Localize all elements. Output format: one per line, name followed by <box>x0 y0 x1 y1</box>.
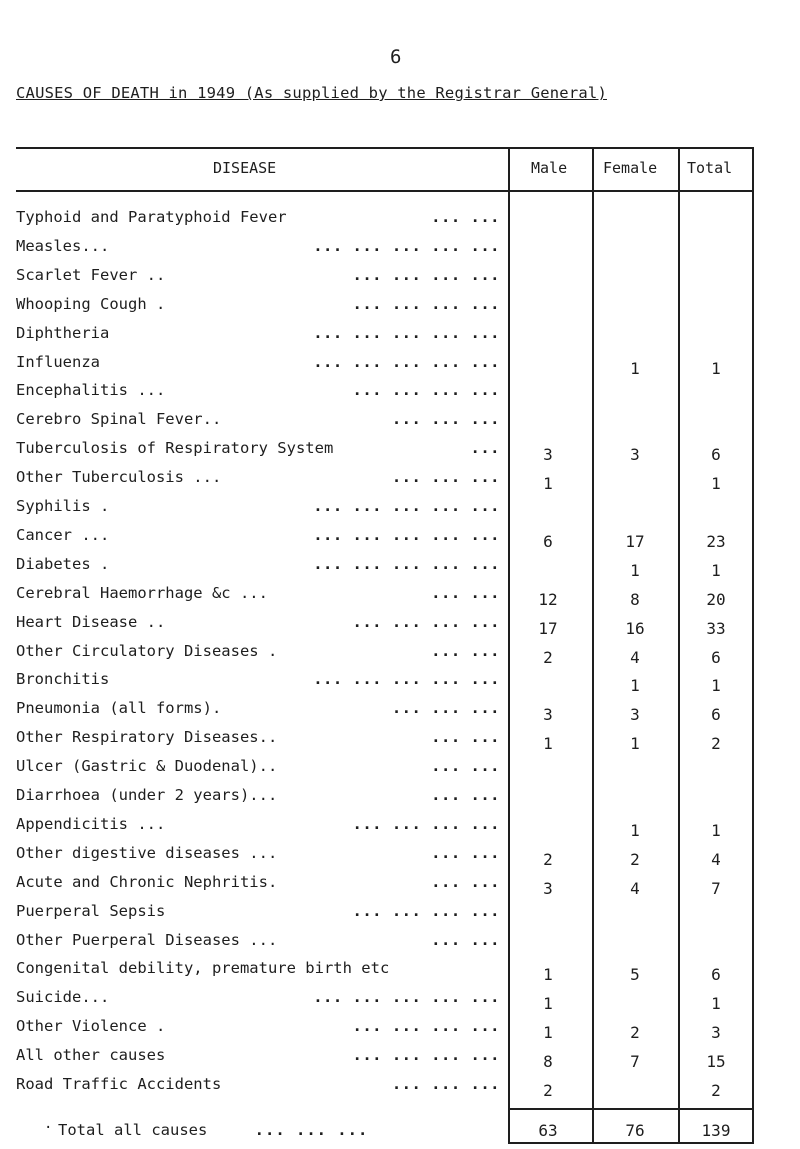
cell-female: 3 <box>630 705 640 725</box>
cell-total: 6 <box>711 705 721 725</box>
cell-female: 1 <box>630 734 640 754</box>
disease-name: Congenital debility, premature birth etc <box>16 959 390 978</box>
cell-total: 3 <box>711 1023 721 1043</box>
female-column-rule <box>592 147 594 1142</box>
leader-dots: ... ... <box>431 843 500 862</box>
disease-name: Cancer ... <box>16 525 110 544</box>
cell-male: 17 <box>538 618 558 638</box>
disease-name: Road Traffic Accidents <box>16 1075 222 1093</box>
cell-male: 12 <box>538 589 558 609</box>
cell-female: 3 <box>630 445 640 465</box>
leader-dots: ... ... <box>431 728 500 747</box>
cell-total: 6 <box>711 445 721 465</box>
cell-total: 1 <box>711 994 721 1014</box>
cell-total: 2 <box>711 1081 721 1100</box>
leader-dots: ... ... <box>431 641 500 660</box>
disease-name: Other Tuberculosis ... <box>16 468 222 487</box>
cell-total: 2 <box>711 734 721 754</box>
cell-total: 33 <box>706 618 726 638</box>
cell-female: 1 <box>630 560 640 580</box>
cell-male: 2 <box>543 647 553 667</box>
disease-name: Other digestive diseases ... <box>16 843 278 862</box>
leader-dots: ... ... ... <box>391 410 500 429</box>
page-number: 6 <box>390 46 402 68</box>
cell-total: 1 <box>711 820 721 840</box>
disease-name: Typhoid and Paratyphoid Fever <box>16 208 287 226</box>
cell-male: 1 <box>543 734 553 754</box>
table-top-rule <box>16 147 754 149</box>
leader-dots: ... ... ... <box>391 468 500 487</box>
leader-dots: ... ... ... ... <box>352 612 500 631</box>
cell-total: 4 <box>711 849 721 869</box>
disease-name: Cerebro Spinal Fever.. <box>16 410 222 429</box>
leader-dots: ... ... <box>431 930 500 949</box>
cell-total: 6 <box>711 647 721 667</box>
leader-dots: ... ... ... ... ... <box>313 352 500 371</box>
disease-name: Measles... <box>16 236 110 255</box>
disease-name: Influenza <box>16 352 100 371</box>
cell-male: 1 <box>543 1023 553 1043</box>
leader-dots: ... ... ... ... <box>352 265 500 284</box>
leader-dots: ... ... ... ... <box>352 1046 500 1065</box>
cell-female: 7 <box>630 1052 640 1072</box>
disease-name: Other Puerperal Diseases ... <box>16 930 278 949</box>
leader-dots: ... ... ... ... ... <box>313 988 500 1007</box>
total-male: 63 <box>538 1121 558 1140</box>
cell-male: 3 <box>543 445 553 465</box>
disease-name: Appendicitis ... <box>16 814 166 833</box>
cell-total: 1 <box>711 560 721 580</box>
disease-name: Bronchitis <box>16 670 110 689</box>
cell-female: 5 <box>630 965 640 985</box>
bullet-mark-icon: · <box>44 1120 53 1136</box>
leader-dots: ... ... <box>431 786 500 804</box>
disease-name: Diabetes . <box>16 554 110 573</box>
disease-name: Syphilis . <box>16 497 110 515</box>
leader-dots: ... ... ... ... <box>352 814 500 833</box>
leader-dots: ... ... ... ... ... <box>313 525 500 544</box>
header-total: Total <box>687 159 733 177</box>
leader-dots: ... ... ... <box>391 1075 500 1093</box>
cell-total: 6 <box>711 965 721 985</box>
cell-female: 1 <box>630 820 640 840</box>
leader-dots: ... ... <box>431 583 500 602</box>
cell-male: 2 <box>543 1081 553 1100</box>
right-border-rule <box>752 147 754 1142</box>
cell-female: 2 <box>630 849 640 869</box>
cell-female: 4 <box>630 878 640 898</box>
leader-dots: ... <box>470 439 500 458</box>
disease-name: Whooping Cough . <box>16 294 166 313</box>
table-heading: CAUSES OF DEATH in 1949 (As supplied by the Registrar General) <box>16 84 607 102</box>
leader-dots: ... ... ... ... ... <box>313 554 500 573</box>
cell-male: 3 <box>543 705 553 725</box>
disease-name: Acute and Chronic Nephritis. <box>16 872 278 891</box>
leader-dots: ... ... <box>431 872 500 891</box>
cell-female: 1 <box>630 676 640 696</box>
disease-name: Other Respiratory Diseases.. <box>16 728 278 747</box>
disease-name: All other causes <box>16 1046 166 1065</box>
cell-female: 4 <box>630 647 640 667</box>
total-leader-dots: ... ... ... <box>254 1121 369 1139</box>
cell-male: 1 <box>543 474 553 494</box>
cell-female: 2 <box>630 1023 640 1043</box>
leader-dots: ... ... ... <box>391 699 500 718</box>
cell-female: 1 <box>630 358 640 378</box>
leader-dots: ... ... ... ... <box>352 294 500 313</box>
disease-name: Suicide... <box>16 988 110 1007</box>
total-top-rule <box>508 1108 754 1110</box>
leader-dots: ... ... ... ... <box>352 1017 500 1036</box>
cell-male: 1 <box>543 965 553 985</box>
total-label-text: Total all causes <box>58 1121 208 1139</box>
header-bottom-rule <box>16 190 754 192</box>
total-label <box>58 1121 368 1139</box>
leader-dots: ... ... ... ... ... <box>313 236 500 255</box>
total-column-rule <box>678 147 680 1142</box>
leader-dots: ... ... <box>431 757 500 776</box>
disease-name: Encephalitis ... <box>16 381 166 400</box>
cell-total: 15 <box>706 1052 726 1072</box>
cell-total: 1 <box>711 474 721 494</box>
header-disease: DISEASE <box>213 159 277 177</box>
disease-name: Pneumonia (all forms). <box>16 699 222 718</box>
disease-name: Tuberculosis of Respiratory System <box>16 439 334 458</box>
disease-name: Cerebral Haemorrhage &c ... <box>16 583 268 602</box>
male-column-rule <box>508 147 510 1142</box>
disease-name: Diarrhoea (under 2 years)... <box>16 786 278 804</box>
cell-total: 1 <box>711 676 721 696</box>
cell-female: 8 <box>630 589 640 609</box>
disease-name: Heart Disease .. <box>16 612 166 631</box>
cell-male: 6 <box>543 531 553 551</box>
leader-dots: ... ... ... ... ... <box>313 497 500 515</box>
disease-name: Other Violence . <box>16 1017 166 1036</box>
cell-total: 7 <box>711 878 721 898</box>
cell-total: 1 <box>711 358 721 378</box>
cell-female: 16 <box>625 618 645 638</box>
cell-male: 2 <box>543 849 553 869</box>
header-male: Male <box>531 159 568 177</box>
disease-name: Scarlet Fever .. <box>16 265 166 284</box>
header-female: Female <box>603 159 658 177</box>
total-female: 76 <box>625 1121 645 1140</box>
leader-dots: ... ... ... ... <box>352 381 500 400</box>
total-total: 139 <box>701 1121 731 1140</box>
cell-total: 20 <box>706 589 726 609</box>
leader-dots: ... ... <box>431 208 500 226</box>
cell-male: 1 <box>543 994 553 1014</box>
cell-female: 17 <box>625 531 645 551</box>
cell-total: 23 <box>706 531 726 551</box>
leader-dots: ... ... ... ... ... <box>313 323 500 342</box>
disease-name: Diphtheria <box>16 323 110 342</box>
cell-male: 8 <box>543 1052 553 1072</box>
leader-dots: ... ... ... ... <box>352 901 500 920</box>
disease-name: Ulcer (Gastric & Duodenal).. <box>16 757 278 776</box>
leader-dots: ... ... ... ... ... <box>313 670 500 689</box>
table-bottom-rule <box>508 1142 754 1144</box>
disease-name: Puerperal Sepsis <box>16 901 166 920</box>
disease-name: Other Circulatory Diseases . <box>16 641 278 660</box>
cell-male: 3 <box>543 878 553 898</box>
